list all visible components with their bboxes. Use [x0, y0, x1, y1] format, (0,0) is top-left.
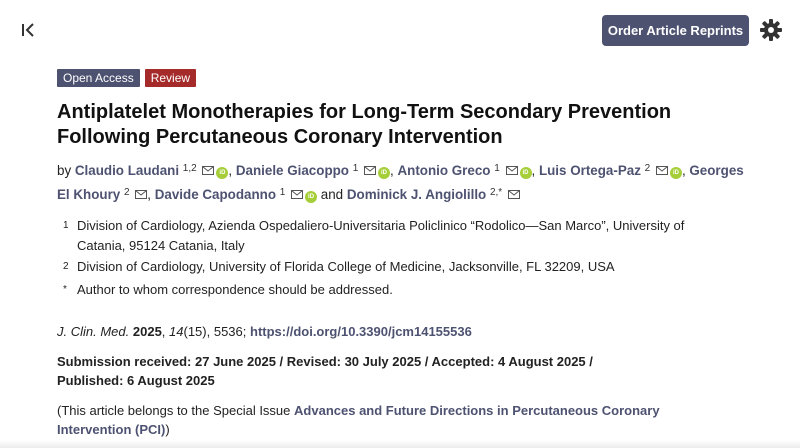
author-affil-sup: 1 — [494, 163, 500, 174]
author-affil-sup: 2,* — [489, 187, 503, 198]
article-title: Antiplatelet Monotherapies for Long-Term Secondary Prevention Following Percutaneous Coronary Intervention — [57, 101, 672, 148]
author-link[interactable]: Georges El Khoury — [57, 163, 744, 202]
citation: J. Clin. Med. 2025, 14(15), 5536; https://doi.org/10.3390/jcm14155536 — [57, 324, 472, 339]
citation-year: 2025 — [132, 324, 162, 339]
mail-icon[interactable] — [656, 166, 668, 175]
and-label: and — [320, 187, 344, 202]
article-badges — [57, 69, 196, 87]
orcid-icon[interactable]: iD — [520, 167, 532, 179]
mail-icon[interactable] — [506, 166, 518, 175]
mail-icon[interactable] — [364, 166, 376, 175]
author-affil-sup: 1 — [352, 163, 359, 174]
review-badge[interactable]: Review — [145, 69, 196, 87]
by-label: by — [57, 163, 72, 178]
publication-dates — [57, 352, 657, 390]
author-affil-sup: 2 — [123, 187, 130, 198]
collapse-sidebar-icon[interactable] — [18, 20, 40, 40]
affiliation-text: Division of Cardiology, University of Florida College of Medicine, Jacksonville, FL 32209, USA — [77, 259, 615, 274]
journal-name: J. Clin. Med. — [57, 324, 130, 339]
orcid-icon[interactable]: iD — [216, 167, 228, 179]
affiliation-number: 2 — [63, 261, 69, 272]
special-issue-note — [57, 401, 717, 439]
mail-icon[interactable] — [135, 190, 147, 199]
affiliation-text: Author to whom correspondence should be addressed. — [77, 282, 393, 297]
mail-icon[interactable] — [508, 190, 520, 199]
doi-link[interactable]: https://doi.org/10.3390/jcm14155536 — [250, 324, 472, 339]
open-access-badge[interactable]: Open Access — [57, 69, 140, 87]
author-link[interactable]: Luis Ortega-Paz — [538, 163, 641, 178]
author-link[interactable]: Daniele Giacoppo — [235, 163, 349, 178]
mail-icon[interactable] — [202, 166, 214, 175]
author-affil-sup: 1 — [279, 187, 286, 198]
dates-line-1: Submission received: 27 June 2025 / Revised: 30 July 2025 / Accepted: 4 August 2025 / — [57, 354, 593, 369]
author-link[interactable]: Davide Capodanno — [154, 187, 277, 202]
author-list: by Claudio Laudani $^{1,2}$ iD , Daniele Giacoppo $^1$ iD , Antonio Greco $^1$ iD , Luis Ortega-Paz $^2$ iD , Georges El Khoury $^2$ , Davide Capodanno $^1$ iD and Dominick J. Angiolillo $^{2,*}$ — [57, 163, 744, 202]
mail-icon[interactable] — [291, 190, 303, 199]
author-affil-sup: 2 — [644, 163, 651, 174]
author-link[interactable]: Antonio Greco — [397, 163, 491, 178]
affiliation-number: * — [63, 284, 67, 295]
special-issue-suffix: ) — [165, 422, 170, 437]
citation-issue-pages: (15), 5536; — [183, 324, 247, 339]
correspondence-note — [57, 280, 717, 300]
special-issue-prefix: (This article belongs to the Special Issue — [57, 403, 291, 418]
author-affil-sup: 1,2 — [182, 163, 197, 174]
affiliation-1 — [57, 216, 717, 256]
gear-icon[interactable] — [759, 18, 783, 42]
orcid-icon[interactable]: iD — [670, 167, 682, 179]
special-issue-link[interactable]: Advances and Future Directions in Percutaneous Coronary Intervention (PCI) — [57, 403, 660, 437]
affiliation-2 — [57, 257, 717, 277]
affiliation-number: 1 — [63, 220, 69, 231]
author-link[interactable]: Claudio Laudani — [74, 163, 180, 178]
affiliation-text: Division of Cardiology, Azienda Ospedaliero-Universitaria Policlinico “Rodolico—San Marco”, University of Catania, 95124 Catania, Italy — [77, 218, 685, 253]
bottom-shadow — [0, 440, 800, 448]
order-reprints-button[interactable]: Order Article Reprints — [602, 15, 749, 46]
orcid-icon[interactable]: iD — [305, 191, 317, 203]
dates-line-2: Published: 6 August 2025 — [57, 373, 215, 388]
orcid-icon[interactable]: iD — [378, 167, 390, 179]
author-link[interactable]: Dominick J. Angiolillo — [346, 187, 487, 202]
citation-volume: 14 — [169, 324, 184, 339]
